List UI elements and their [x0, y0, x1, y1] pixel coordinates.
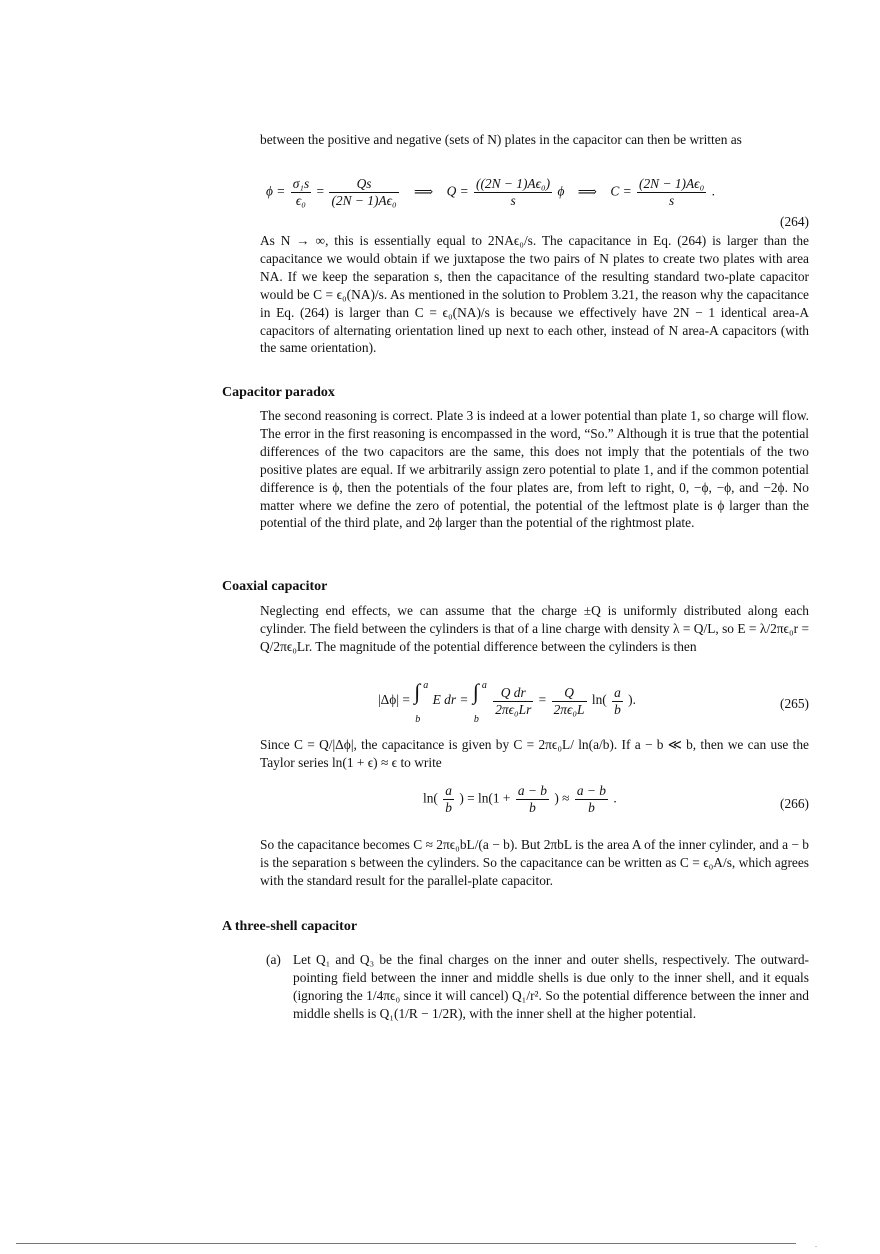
equation-264: ϕ = $\frac{\text{σ₁s}}{\text{ϵ₀}}$ = $\frac{Qs}{\text{(2N − 1)Aϵ₀}}$ ⟹ Q = $\frac{\text{((2N − 1)Aϵ₀)}}{s}$ ϕ ⟹ C = $\frac{\text{(2N − 1)Aϵ₀}}{s}$ . (264) [266, 176, 809, 229]
list-item-a-text: Let Q₁ and Q₃ be the final charges on the inner and outer shells, respectively. The outward-pointing field between the inner and middle shells is due only to the inner shell, and it equals (ignoring the 1/4πϵ₀ since it will cancel) Q₁/r². So the potential difference between the inner and middle shells is Q₁(1/R − 1/2R), with the inner shell at the higher potential. [293, 952, 809, 1021]
paragraph-paradox: The second reasoning is correct. Plate 3 is indeed at a lower potential than plate 1, so charge will flow. The error in the first reasoning is encompassed in the word, “So.” Although it is true that the potential differences of the two capacitors are the same, this does not imply that the potentials of the two positive plates are equal. If we arbitrarily assign zero potential to plate 1, and if the common potential difference is ϕ, then the potentials of the four plates are, from left to right, 0, −ϕ, −ϕ, and −2ϕ. No matter where we define the zero of potential, the potential of the leftmost plate is ϕ larger than the potential of the third plate, and 2ϕ larger than the potential of the rightmost plate. [260, 408, 809, 531]
paragraph-taylor: Since C = Q/|Δϕ|, the capacitance is given by C = 2πϵ₀L/ ln(a/b). If a − b ≪ b, then we can use the Taylor series ln(1 + ϵ) ≈ ϵ to write [260, 737, 809, 770]
equation-266: ln( $\frac{a}{b}$ ) = ln(1 + $\frac{a - b}{b}$ ) ≈ $\frac{a - b}{b}$ . (266) [423, 783, 809, 815]
equation-265: |Δϕ| = ∫ a b E dr = ∫ a b $\frac{\text{Q dr}}{\text{2πϵ₀Lr}}$ = $\frac{Q}{\text{2πϵ₀L}}$ ln( $\frac{a}{b}$ ). (265) [378, 679, 809, 725]
paragraph-intro: between the positive and negative (sets of N) plates in the capacitor can then be written as [260, 132, 742, 147]
eq264-fraction-4: $\frac{\text{(2N − 1)Aϵ₀}}{s}$ [639, 176, 705, 208]
equation-number-264: (264) [779, 214, 809, 229]
heading-capacitor-paradox: Capacitor paradox [222, 385, 335, 400]
integral-sign-1: ∫ a b [414, 679, 429, 725]
eq265-fraction-3: $\frac{a}{b}$ [614, 684, 621, 717]
eq264-arrow-2: ⟹ [577, 183, 597, 199]
equation-number-265: (265) [779, 696, 809, 711]
list-item-a-label: (a) [266, 952, 281, 967]
footer-mark: . [815, 1240, 817, 1249]
eq264-fraction-2: $\frac{Qs}{\text{(2N − 1)Aϵ₀}}$ [331, 176, 397, 208]
eq264-phi: ϕ = [266, 183, 286, 199]
eq264-fraction-3: $\frac{\text{((2N − 1)Aϵ₀)}}{s}$ [476, 176, 551, 208]
footer-rule [16, 1243, 796, 1244]
integral-sign-2: ∫ a b [472, 679, 487, 725]
eq265-fraction-2: $\frac{Q}{\text{2πϵ₀L}}$ [553, 684, 585, 717]
eq266-fraction-1: $\frac{a}{b}$ [445, 783, 452, 815]
paragraph-conclusion: So the capacitance becomes C ≈ 2πϵ₀bL/(a − b). But 2πbL is the area A of the inner cylinder, and a − b is the separation s between the cylinders. So the capacitance can be written as C = ϵ₀A/s, which agrees with the standard result for the parallel-plate capacitor. [260, 837, 809, 888]
heading-three-shell-capacitor: A three-shell capacitor [222, 919, 358, 934]
eq265-lhs: |Δϕ| = [378, 692, 410, 708]
eq266-fraction-2: $\frac{a - b}{b}$ [517, 783, 547, 815]
eq265-fraction-1: $\frac{\text{Q dr}}{\text{2πϵ₀Lr}}$ [495, 684, 532, 717]
equation-number-266: (266) [779, 796, 809, 811]
eq266-fraction-3: $\frac{a - b}{b}$ [576, 783, 606, 815]
eq264-arrow-1: ⟹ [414, 183, 434, 199]
heading-coaxial-capacitor: Coaxial capacitor [222, 579, 328, 594]
paragraph-limit: As N → ∞, this is essentially equal to 2NAϵ₀/s. The capacitance in Eq. (264) is larger than the capacitance we would obtain if we juxtapose the two pairs of N plates to create two plates with area NA. If we keep the separation s, then the capacitance of the resulting standard two-plate capacitor would be C = ϵ₀(NA)/s. As mentioned in the solution to Problem 3.21, the reason why the capacitance in Eq. (264) is larger than C = ϵ₀(NA)/s is because we effectively have 2N − 1 identical area-A capacitors of alternating orientation lined up next to each other, instead of N area-A capacitors (with the same orientation). [260, 233, 809, 356]
eq264-fraction-1: $\frac{\text{σ₁s}}{\text{ϵ₀}}$ [292, 176, 310, 208]
paragraph-coaxial: Neglecting end effects, we can assume that the charge ±Q is uniformly distributed along each cylinder. The field between the cylinders is that of a line charge with density λ = Q/L, so E = λ/2πϵ₀r = Q/2πϵ₀Lr. The magnitude of the potential difference between the cylinders is then [260, 603, 809, 654]
